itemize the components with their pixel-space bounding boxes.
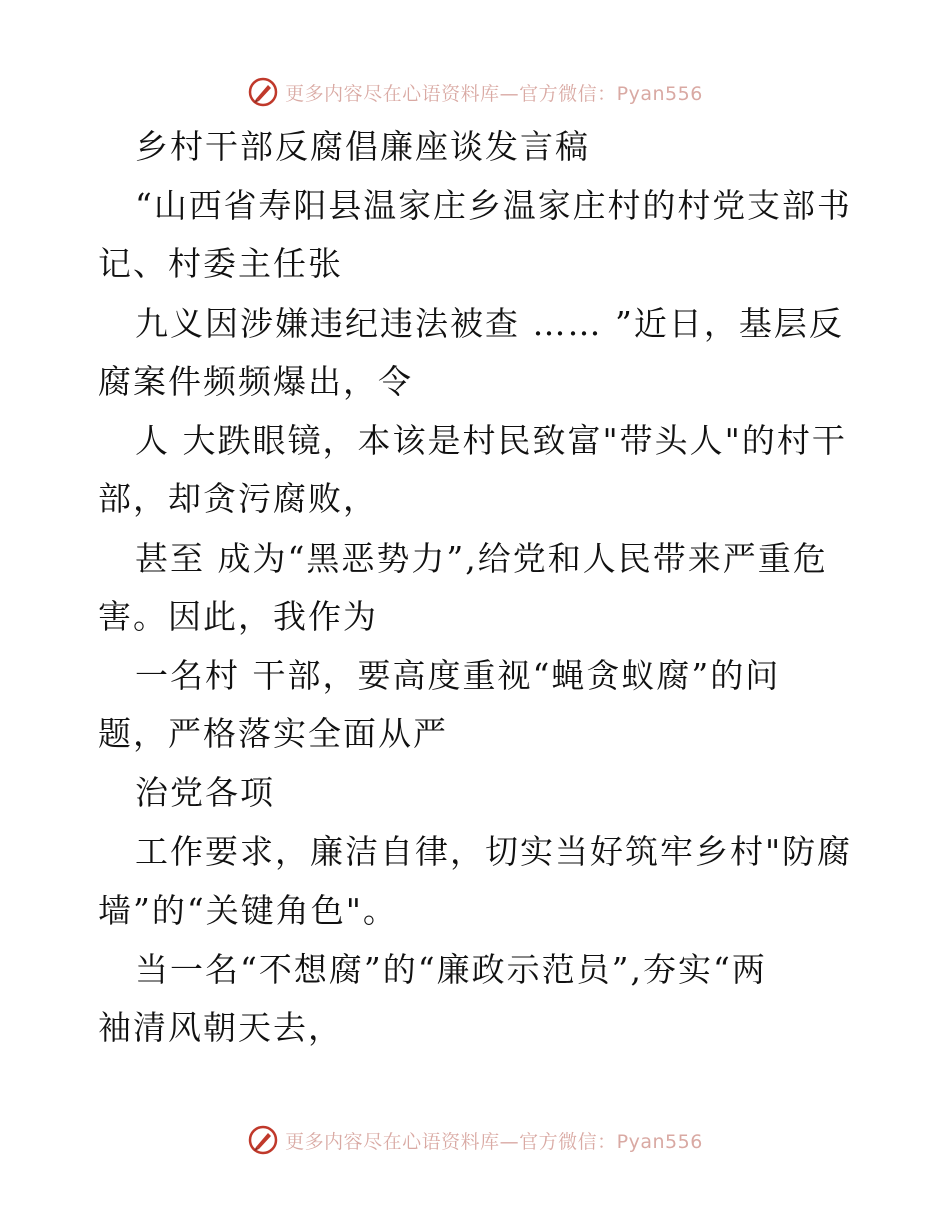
header-watermark — [0, 72, 950, 112]
paragraph-line: 人 大跌眼镜，本该是村民致富"带头人"的村干 — [135, 421, 847, 460]
paragraph-line: 甚至 成为“黑恶势力”,给党和人民带来严重危 — [135, 539, 828, 578]
paragraph-line: 墙”的“关键角色"。 — [98, 891, 398, 930]
paragraph-line: 题，严格落实全面从严 — [98, 714, 448, 753]
paragraph-line: 记、村委主任张 — [98, 244, 343, 283]
paragraph-line: 害。因此，我作为 — [98, 597, 378, 636]
paragraph-line: 部，却贪污腐败， — [98, 479, 378, 518]
paragraph-line: 一名村 干部，要高度重视“蝇贪蚁腐”的问 — [135, 656, 781, 695]
paragraph-line: 工作要求，廉洁自律，切实当好筑牢乡村"防腐 — [135, 832, 853, 871]
paragraph-line: “山西省寿阳县温家庄乡温家庄村的村党支部书 — [135, 186, 852, 225]
pen-logo-icon — [247, 1124, 279, 1156]
paragraph-line: 当一名“不想腐”的“廉政示范员”,夯实“两 — [135, 950, 767, 989]
watermark-text: 更多内容尽在心语资料库—官方微信：Pyan556 — [285, 82, 703, 105]
paragraph-line: 九义因涉嫌违纪违法被查 …… ”近日，基层反 — [135, 304, 844, 343]
paragraph-line: 治党各项 — [135, 773, 275, 812]
document-title: 乡村干部反腐倡廉座谈发言稿 — [135, 127, 590, 166]
watermark-text: 更多内容尽在心语资料库—官方微信：Pyan556 — [285, 1130, 703, 1153]
paragraph-line: 腐案件频频爆出，令 — [98, 362, 413, 401]
paragraph-line: 袖清风朝天去， — [98, 1008, 343, 1047]
pen-logo-icon — [247, 76, 279, 108]
footer-watermark — [0, 1120, 950, 1160]
